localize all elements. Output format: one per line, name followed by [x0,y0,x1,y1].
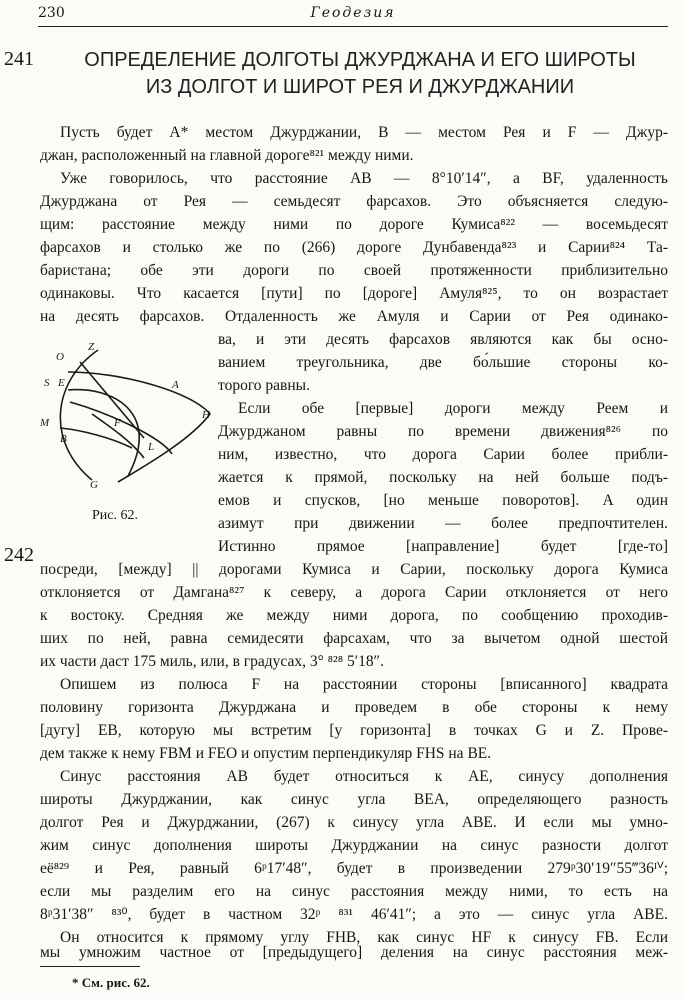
text-line: азимут при движении — более предпочтителен. [218,515,668,532]
text-line: [дугу] EB, которую мы встретим [у горизонта] в точках G и Z. Прове- [40,722,668,739]
text-line: жается к прямой, поскольку на ней больше подъ- [218,469,668,486]
text-line: одинаковы. Что касается [пути] по [дороге] Амуля⁸²⁵, то он возрастает [40,285,668,302]
text-line: ших по ней, равна семидесяти фарсахам, что за вычетом одной шестой [40,630,668,647]
label-z: Z [88,342,95,353]
text-line: Джурджаном равны по времени движения⁸²⁶ по [218,423,668,440]
text-line: мы умножим частное от [предыдущего] деления на синус расстояния меж- [40,944,668,961]
margin-number-241: 241 [4,48,34,70]
label-a: A [172,379,179,391]
label-b: B [60,433,67,445]
text-line: отклоняется от Дамгана⁸²⁷ к северу, а дорога Сарии отклоняется от него [40,584,668,601]
text-line: баристана; обе эти дороги по своей протяженности приблизительно [40,262,668,279]
text-line: Уже говорилось, что расстояние AB — 8°10′14″, а BF, удаленность [60,170,668,187]
footnote-divider [40,966,140,967]
inner-arc [68,390,139,476]
text-line: долгот Рея и Джурджании, (267) к синусу угла ABE. И если мы умно- [40,814,668,831]
margin-number-242: 242 [4,544,34,566]
text-line: дем также к нему FBM и FEO и опустим перпендикуляр FHS на BE. [40,745,492,762]
text-line: емов и спусков, [но меньше поворотов]. A один [218,492,668,509]
text-line: жим синус дополнения широты Джурджании на синус разности долгот [40,837,668,854]
text-line: Он относится к прямому углу FHB, как синус HF к синусу FB. Если [60,929,668,946]
text-line: торого равны. [218,377,310,394]
text-line: Синус расстояния AB будет относиться к AE, синусу дополнения [60,768,668,785]
figure-caption: Рис. 62. [92,508,138,523]
text-line: если мы разделим его на синус расстояния между ними, то есть на [40,883,668,900]
figure-62-diagram [32,342,220,492]
label-l: L [148,441,155,453]
text-line: на десять фарсахов. Отдаленность же Амуля и Сарии от Рея одинако- [40,308,668,325]
label-g: G [90,479,98,491]
section-title [70,47,650,101]
base-arc [60,428,132,448]
label-f: F [114,417,121,429]
text-line: фарсахов и столько же по (266) дороге Дунбавенда⁸²³ и Сарии⁸²⁴ Та- [40,239,668,256]
text-line: Джурджана от Рея — семьдесят фарсахов. Это объясняется следую- [40,193,668,210]
text-line: Опишем из полюса F на расстоянии стороны [вписанного] квадрата [60,676,668,693]
label-m: M [40,417,50,429]
text-line: джан, расположенный на главной дороге⁸²¹ между ними. [40,147,414,164]
footnote: * См. рис. 62. [72,975,150,990]
running-title: Геодезия [310,5,396,21]
text-line: 8ᵖ31′38″ ⁸³⁰, будет в частном 32ᵖ ⁸³¹ 46′41″; а это — синус угла ABE. [40,906,668,923]
text-line: щим: расстояние между ними по дороге Кумиса⁸²² — восемьдесят [40,216,668,233]
text-line: ва, и эти десять фарсахов являются как бы осно- [218,331,668,348]
text-line: широты Джурджании, как синус угла BEA, определяющего разность [40,791,668,808]
outer-arc [68,372,210,482]
text-line: Истинно прямое [направление] будет [где-то] [218,538,668,555]
line-oe [80,362,144,438]
text-line: Пусть будет A* местом Джурджании, B — местом Рея и F — Джур- [60,124,668,141]
label-e: E [58,377,65,389]
text-line: Если обе [первые] дороги между Реем и [238,400,668,417]
text-line: к востоку. Средняя же между ними дорога, по сообщению проходив- [40,607,668,624]
label-o: O [56,351,64,363]
text-line: ванием треугольника, две бо́льшие стороны ко- [218,354,668,371]
text-line: посреди, [между] || дорогами Кумиса и Сарии, поскольку дорога Кумиса [40,561,668,578]
running-head [38,2,668,27]
text-line: её⁸²⁹ и Рея, равный 6ᵖ17′48″, будет в произведении 279ᵖ30′19″55‴36ᴵⱽ; [40,860,668,877]
page-number: 230 [38,5,65,21]
label-s: S [44,377,50,389]
section-title-line-2: ИЗ ДОЛГОТ И ШИРОТ РЕЯ И ДЖУРДЖАНИИ [145,76,575,98]
text-line: ним, известно, что дорога Сарии более прибли- [218,446,668,463]
label-h: H [202,409,210,421]
text-line: их части даст 175 миль, или, в градусах, 3° ⁸²⁸ 5′18″. [40,653,384,670]
section-title-line-1: ОПРЕДЕЛЕНИЕ ДОЛГОТЫ ДЖУРДЖАНА И ЕГО ШИРОТЫ [84,49,636,71]
text-line: половину горизонта Джурджана и проведем в обе стороны к нему [40,699,668,716]
